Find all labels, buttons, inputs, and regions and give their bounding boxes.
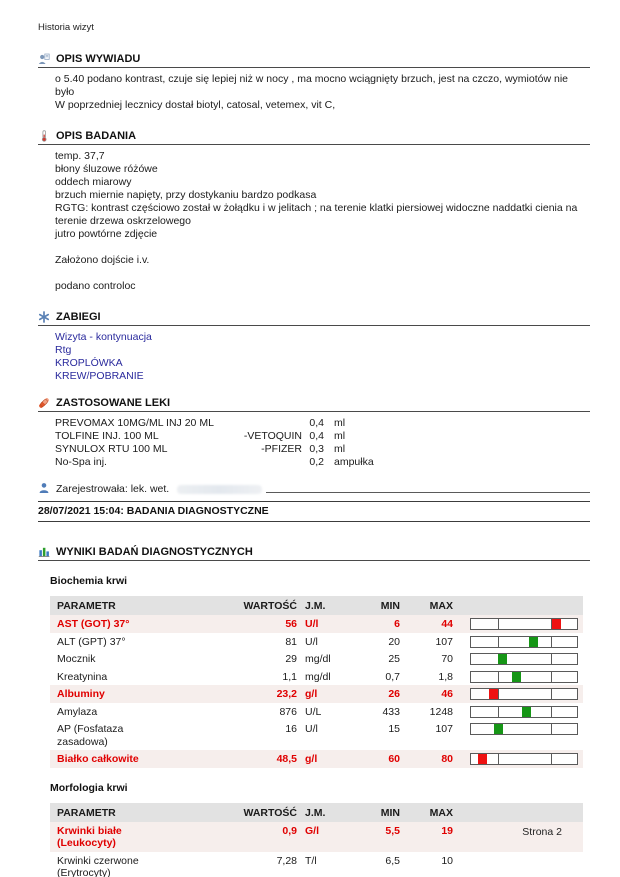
person-icon: [38, 482, 50, 494]
unit-cell: U/l: [305, 723, 318, 735]
value-cell: 16: [285, 723, 297, 735]
green-range-marker: [522, 707, 531, 717]
examination-text: [55, 150, 590, 293]
medication-row: [55, 456, 590, 469]
col-header-jm: J.M.: [305, 600, 326, 612]
unit-cell: g/l: [305, 688, 318, 700]
entry-header: 28/07/2021 15:04: BADANIA DIAGNOSTYCZNE: [38, 501, 590, 522]
section-header: [38, 53, 590, 68]
red-range-marker: [478, 754, 487, 764]
procedure-item: Wizyta - kontynuacja: [55, 331, 152, 343]
medication-quantity: 0,4: [309, 430, 324, 442]
section-header: [38, 546, 590, 561]
max-cell: 80: [441, 753, 453, 765]
range-divider: [551, 619, 552, 629]
value-cell: 56: [285, 618, 297, 630]
param-label: Krwinki czerwone (Erytrocyty): [57, 854, 139, 877]
value-cell: 29: [285, 653, 297, 665]
range-divider: [551, 724, 552, 734]
medication-row: [55, 443, 590, 456]
procedure-item: KROPLÓWKA: [55, 357, 123, 369]
value-cell: 48,5: [276, 753, 297, 765]
section-title: WYNIKI BADAŃ DIAGNOSTYCZNYCH: [56, 546, 253, 558]
results-table: [50, 803, 583, 877]
range-cell: [453, 618, 578, 630]
medication-unit: ml: [334, 430, 346, 442]
col-header-max: MAX: [429, 806, 453, 819]
section-header: [38, 130, 590, 145]
section-leki: [38, 397, 590, 469]
col-header-min: MIN: [380, 600, 400, 612]
table-row: [50, 852, 583, 877]
param-label: Albuminy: [57, 688, 105, 700]
min-cell: 25: [388, 653, 400, 665]
redacted-name: [177, 485, 262, 494]
bar-chart-icon: [38, 546, 50, 558]
value-cell: 23,2: [276, 688, 297, 700]
unit-cell: G/l: [305, 824, 320, 837]
page-number: Strona 2: [522, 826, 562, 838]
procedure-item: Rtg: [55, 344, 72, 356]
min-cell: 6: [394, 618, 400, 630]
range-bar: [470, 653, 578, 665]
min-cell: 20: [388, 635, 400, 648]
section-wyniki: [38, 546, 590, 877]
medication-producer: [230, 417, 302, 430]
range-cell: [453, 653, 578, 665]
param-label: Kreatynina: [57, 670, 108, 683]
range-cell: [453, 688, 578, 700]
param-label: Białko całkowite: [57, 753, 139, 765]
max-cell: 107: [435, 635, 453, 648]
max-cell: 70: [441, 653, 453, 665]
max-cell: 46: [441, 688, 453, 700]
interview-note-icon: [38, 53, 50, 65]
red-range-marker: [552, 619, 561, 629]
medication-quantity: 0,3: [309, 443, 324, 455]
table-row: [50, 668, 583, 686]
medication-unit: ml: [334, 443, 346, 455]
min-cell: 6,5: [385, 854, 400, 867]
param-label: Krwinki białe (Leukocyty): [57, 824, 122, 849]
section-header: [38, 397, 590, 412]
examination-line: brzuch miernie napięty, przy dostykaniu bardzo podkasa: [55, 189, 317, 201]
range-divider: [551, 672, 552, 682]
thermometer-icon: [38, 130, 50, 142]
examination-line: błony śluzowe różówe: [55, 163, 158, 175]
medication-name: TOLFINE INJ. 100 ML: [55, 430, 159, 442]
col-header-min: MIN: [380, 806, 400, 819]
medication-name: PREVOMAX 10MG/ML INJ 20 ML: [55, 417, 214, 429]
table-row: [50, 633, 583, 651]
table-row: [50, 650, 583, 668]
medication-producer: -VETOQUIN: [243, 430, 302, 442]
range-bar: [470, 688, 578, 700]
unit-cell: mg/dl: [305, 653, 331, 665]
range-cell: [453, 671, 578, 683]
medication-row: [55, 430, 590, 443]
param-cell: [50, 671, 240, 684]
range-bar: [470, 618, 578, 630]
table-row: [50, 822, 583, 852]
param-cell: [50, 618, 240, 631]
param-label: Mocznik: [57, 653, 96, 665]
interview-line: o 5.40 podano kontrast, czuje się lepiej niż w nocy , ma mocno wciągnięty brzuch, jest na czczo, wymiotów nie było: [55, 73, 568, 98]
medication-unit: ml: [334, 417, 346, 429]
examination-line: [55, 267, 590, 280]
pill-icon: [38, 397, 50, 409]
examination-line: [55, 241, 590, 254]
medication-quantity: 0,4: [309, 417, 324, 429]
param-cell: [50, 825, 240, 850]
param-cell: [50, 653, 240, 666]
results-table: [50, 596, 583, 768]
section-title: OPIS BADANIA: [56, 130, 137, 142]
section-title: ZASTOSOWANE LEKI: [56, 397, 171, 409]
min-cell: 0,7: [385, 670, 400, 683]
table-row: [50, 720, 583, 750]
table-title: Morfologia krwi: [50, 781, 128, 794]
medication-row: [55, 417, 590, 430]
table-header-row: [50, 596, 583, 615]
unit-cell: T/l: [305, 854, 317, 867]
green-range-marker: [494, 724, 503, 734]
value-cell: 7,28: [276, 854, 297, 867]
range-divider: [551, 637, 552, 647]
medication-quantity: 0,2: [309, 456, 324, 468]
col-header-max: MAX: [429, 600, 453, 612]
table-title: Biochemia krwi: [50, 575, 128, 587]
unit-cell: mg/dl: [305, 670, 331, 683]
range-cell: [453, 723, 578, 735]
section-header: [38, 311, 590, 326]
divider-line: [266, 492, 590, 493]
param-cell: [50, 706, 240, 719]
medication-unit: ampułka: [334, 456, 374, 468]
examination-line: oddech miarowy: [55, 176, 132, 188]
max-cell: 1248: [429, 705, 453, 718]
green-range-marker: [512, 672, 521, 682]
col-header-wartosc: WARTOŚĆ: [243, 600, 297, 612]
section-zabiegi: [38, 311, 590, 383]
procedures-list: [55, 331, 590, 383]
medication-name: No-Spa inj.: [55, 456, 107, 468]
max-cell: 10: [441, 854, 453, 867]
interview-text: [55, 73, 590, 112]
range-cell: [453, 706, 578, 718]
range-bar: [470, 671, 578, 683]
max-cell: 1,8: [438, 670, 453, 683]
procedure-item: KREW/POBRANIE: [55, 370, 144, 382]
col-header-wartosc: WARTOŚĆ: [243, 806, 297, 819]
asterisk-icon: [38, 311, 50, 323]
table-row: [50, 703, 583, 721]
range-divider: [551, 689, 552, 699]
unit-cell: U/l: [305, 618, 319, 630]
table-row: [50, 615, 583, 633]
param-cell: [50, 636, 240, 649]
table-header-row: [50, 803, 583, 822]
interview-line: W poprzedniej lecznicy dostał biotyl, catosal, vetemex, vit C,: [55, 99, 336, 111]
value-cell: 0,9: [282, 824, 297, 837]
medication-producer: [230, 456, 302, 469]
range-divider: [551, 654, 552, 664]
min-cell: 60: [388, 753, 400, 765]
registered-by-row: [38, 482, 590, 495]
param-label: Amylaza: [57, 705, 98, 718]
min-cell: 5,5: [385, 824, 400, 837]
param-label: ALT (GPT) 37°: [57, 635, 126, 648]
min-cell: 15: [388, 723, 400, 735]
green-range-marker: [498, 654, 507, 664]
medication-name: SYNULOX RTU 100 ML: [55, 443, 168, 455]
range-bar: [470, 723, 578, 735]
range-cell: [453, 636, 578, 648]
range-divider: [498, 707, 499, 717]
section-title: OPIS WYWIADU: [56, 53, 141, 65]
examination-line: podano controloc: [55, 280, 136, 292]
examination-line: RGTG: kontrast częściowo został w żołądku i w jelitach ; na terenie klatki piersiowej widoczne naddatki cienia na terenie drzewa oskrzelowego: [55, 202, 578, 227]
range-bar: [470, 753, 578, 765]
value-cell: 1,1: [282, 670, 297, 683]
range-divider: [498, 754, 499, 764]
section-opis-wywiadu: [38, 53, 590, 112]
section-opis-badania: [38, 130, 590, 293]
min-cell: 433: [382, 705, 400, 718]
section-title: ZABIEGI: [56, 311, 101, 323]
param-cell: [50, 753, 240, 766]
min-cell: 26: [388, 688, 400, 700]
table-row: [50, 685, 583, 703]
max-cell: 44: [441, 618, 453, 630]
range-cell: [453, 753, 578, 765]
examination-line: temp. 37,7: [55, 150, 105, 162]
table-row: [50, 750, 583, 768]
value-cell: 81: [285, 635, 297, 648]
range-divider: [498, 672, 499, 682]
unit-cell: U/L: [305, 705, 322, 718]
max-cell: 107: [435, 723, 453, 735]
registered-by-label: Zarejestrowała: lek. wet.: [56, 483, 170, 495]
param-cell: [50, 855, 240, 877]
range-divider: [498, 637, 499, 647]
range-divider: [551, 754, 552, 764]
col-header-jm: J.M.: [305, 806, 326, 819]
range-divider: [498, 619, 499, 629]
examination-line: Założono dojście i.v.: [55, 254, 150, 266]
medication-producer: -PFIZER: [261, 443, 302, 455]
value-cell: 876: [279, 705, 297, 718]
green-range-marker: [529, 637, 538, 647]
results-tables: [38, 575, 590, 877]
range-divider: [551, 707, 552, 717]
param-cell: [50, 723, 240, 748]
param-label: AST (GOT) 37°: [57, 618, 130, 630]
medications-list: [55, 417, 590, 469]
col-header-parametr: PARAMETR: [57, 600, 116, 612]
param-label: AP (Fosfataza zasadowa): [57, 723, 124, 748]
unit-cell: U/l: [305, 635, 318, 648]
document-title: Historia wizyt: [38, 22, 94, 33]
max-cell: 19: [441, 824, 453, 837]
range-bar: [470, 636, 578, 648]
unit-cell: g/l: [305, 753, 318, 765]
col-header-parametr: PARAMETR: [57, 806, 116, 819]
red-range-marker: [489, 689, 498, 699]
examination-line: jutro powtórne zdjęcie: [55, 228, 158, 240]
range-bar: [470, 706, 578, 718]
param-cell: [50, 688, 240, 701]
